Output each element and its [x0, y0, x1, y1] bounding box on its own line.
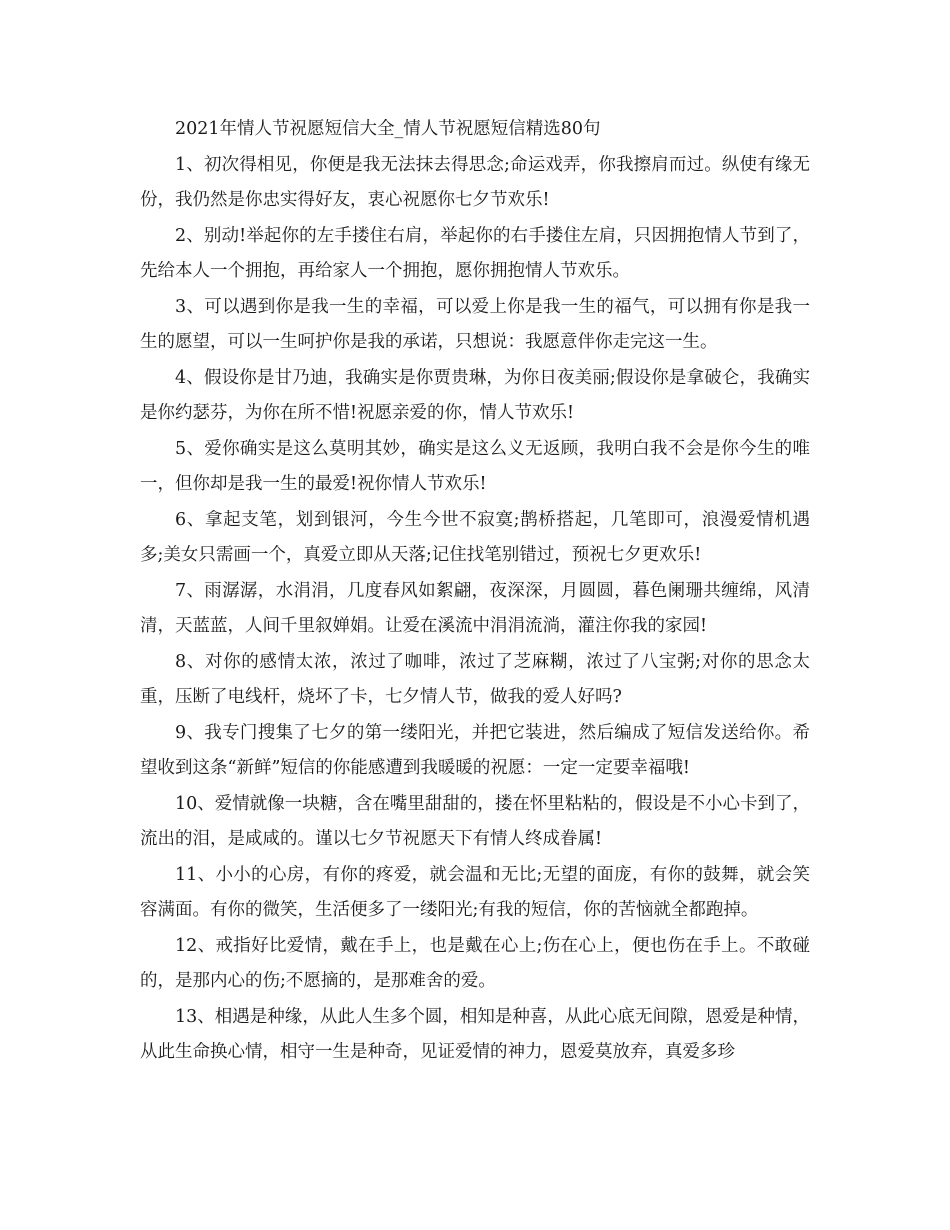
paragraph-12: 12、戒指好比爱情，戴在手上，也是戴在心上;伤在心上，便也伤在手上。不敢碰的，是那内心的伤;不愿摘的，是那难舍的爱。 [140, 935, 810, 991]
paragraph-3: 3、可以遇到你是我一生的幸福，可以爱上你是我一生的福气，可以拥有你是我一生的愿望，可以一生呵护你是我的承诺，只想说：我愿意伴你走完这一生。 [140, 296, 810, 352]
paragraph-1: 1、初次得相见，你便是我无法抹去得思念;命运戏弄，你我擦肩而过。纵使有缘无份，我仍然是你忠实得好友，衷心祝愿你七夕节欢乐! [140, 154, 810, 210]
paragraph-6: 6、拿起支笔，划到银河，今生今世不寂寞;鹊桥搭起，几笔即可，浪漫爱情机遇多;美女只需画一个，真爱立即从天落;记住找笔别错过，预祝七夕更欢乐! [140, 509, 810, 565]
document-title: 2021年情人节祝愿短信大全_情人节祝愿短信精选80句 [175, 119, 601, 139]
paragraph-10: 10、爱情就像一块糖，含在嘴里甜甜的，搂在怀里粘粘的，假设是不小心卡到了，流出的泪，是咸咸的。谨以七夕节祝愿天下有情人终成眷属! [140, 793, 810, 849]
paragraph-11: 11、小小的心房，有你的疼爱，就会温和无比;无望的面庞，有你的鼓舞，就会笑容满面。有你的微笑，生活便多了一缕阳光;有我的短信，你的苦恼就全都跑掉。 [140, 864, 810, 920]
paragraph-8: 8、对你的感情太浓，浓过了咖啡，浓过了芝麻糊，浓过了八宝粥;对你的思念太重，压断了电线杆，烧坏了卡，七夕情人节，做我的爱人好吗? [140, 651, 810, 707]
paragraph-9: 9、我专门搜集了七夕的第一缕阳光，并把它装进，然后编成了短信发送给你。希望收到这条“新鲜”短信的你能感遭到我暖暖的祝愿：一定一定要幸福哦! [140, 722, 810, 778]
paragraph-7: 7、雨潺潺，水涓涓，几度春风如絮翩，夜深深，月圆圆，暮色阑珊共缠绵，风清清，天蓝蓝，人间千里叙婵娟。让爱在溪流中涓涓流淌，灌注你我的家园! [140, 580, 810, 636]
paragraph-13: 13、相遇是种缘，从此人生多个圆，相知是种喜，从此心底无间隙，恩爱是种情，从此生命换心情，相守一生是种奇，见证爱情的神力，恩爱莫放弃，真爱多珍 [140, 1006, 810, 1062]
paragraph-5: 5、爱你确实是这么莫明其妙，确实是这么义无返顾，我明白我不会是你今生的唯一，但你却是我一生的最爱!祝你情人节欢乐! [140, 438, 810, 494]
paragraph-2: 2、别动!举起你的左手搂住右肩，举起你的右手搂住左肩，只因拥抱情人节到了，先给本人一个拥抱，再给家人一个拥抱，愿你拥抱情人节欢乐。 [140, 225, 810, 281]
document-body [140, 112, 810, 1071]
paragraph-4: 4、假设你是甘乃迪，我确实是你贾贵琳，为你日夜美丽;假设你是拿破仑，我确实是你约瑟芬，为你在所不惜!祝愿亲爱的你，情人节欢乐! [140, 367, 810, 423]
